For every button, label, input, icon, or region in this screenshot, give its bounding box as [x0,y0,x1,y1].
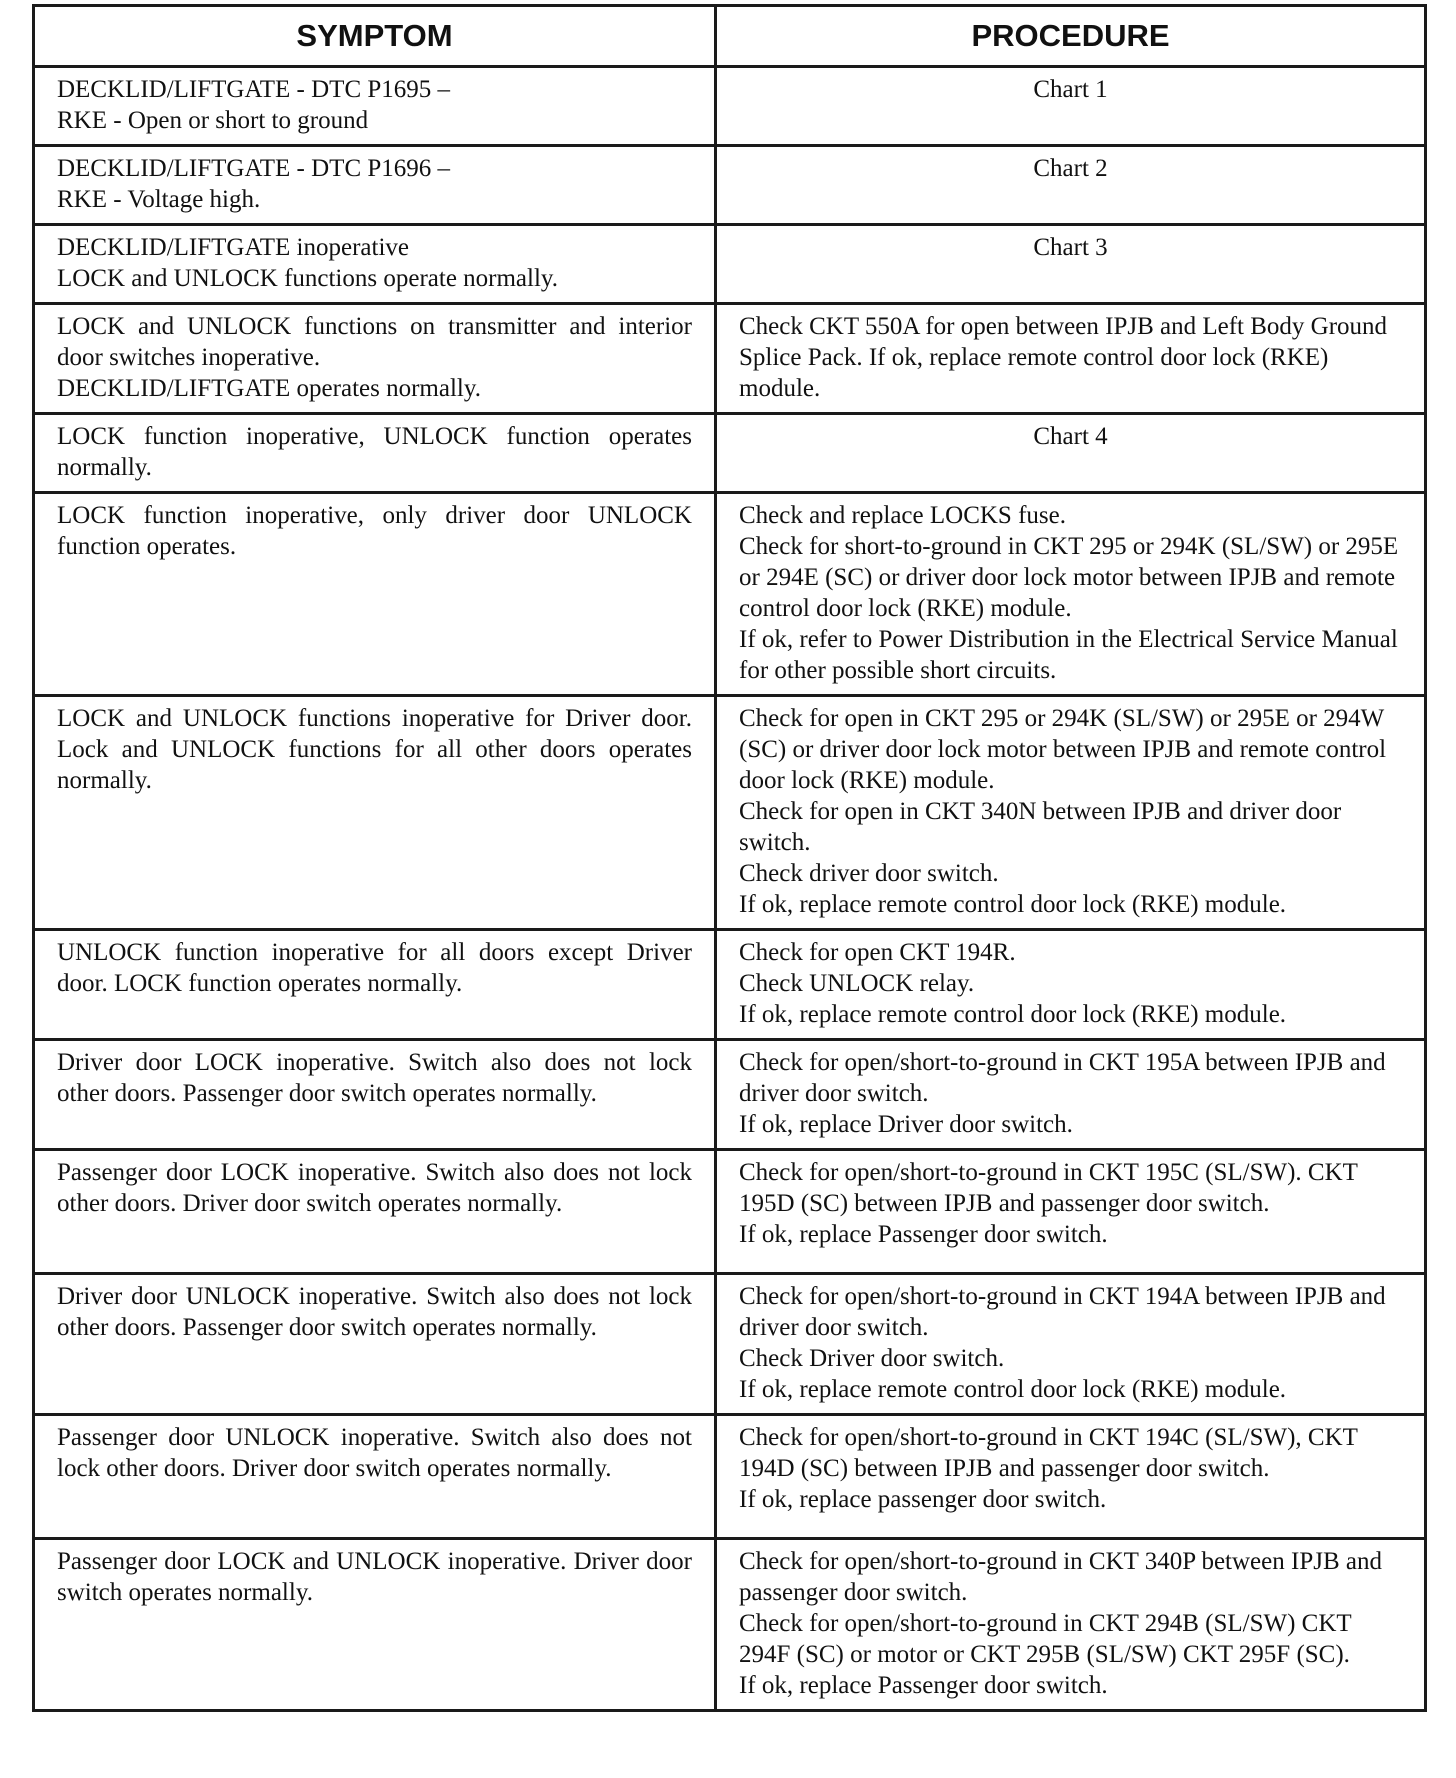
procedure-cell [716,1415,1426,1539]
procedure-step: Check for open in CKT 295 or 294K (SL/SW) or 295E or 294W (SC) or driver door lock motor between IPJB and remote control door lock (RKE) module. [739,705,1387,794]
procedure-cell [716,304,1426,414]
symptom-line: LOCK function inoperative, UNLOCK function operates normally. [57,423,692,481]
symptom-line: LOCK and UNLOCK functions operate normally. [57,265,559,292]
procedure-step: Check for open/short-to-ground in CKT 294B (SL/SW) CKT 294F (SC) or motor or CKT 295B (SL/SW) CKT 295F (SC). [739,1610,1352,1668]
procedure-step: Check for open/short-to-ground in CKT 195C (SL/SW). CKT 195D (SC) between IPJB and passenger door switch. [739,1159,1358,1217]
table-row [34,1274,1426,1415]
procedure-cell [716,414,1426,493]
procedure-header: PROCEDURE [716,6,1426,67]
symptom-cell [34,304,716,414]
procedure-step: Check CKT 550A for open between IPJB and Left Body Ground Splice Pack. If ok, replace remote control door lock (RKE) module. [739,313,1388,402]
symptom-cell [34,696,716,930]
symptom-line: RKE - Voltage high. [57,186,261,213]
table-row [34,225,1426,304]
symptom-line: Passenger door LOCK inoperative. Switch also does not lock other doors. Driver door switch operates normally. [57,1159,692,1217]
table-body [34,67,1426,1711]
table-row [34,1539,1426,1711]
symptom-line: LOCK and UNLOCK functions on transmitter and interior door switches inoperative. [57,313,692,371]
table-row [34,930,1426,1040]
symptom-line: DECKLID/LIFTGATE operates normally. [57,375,481,402]
procedure-step: Check and replace LOCKS fuse. [739,502,1066,529]
procedure-step: Check for open/short-to-ground in CKT 340P between IPJB and passenger door switch. [739,1548,1382,1606]
procedure-step: If ok, replace Passenger door switch. [739,1672,1108,1699]
procedure-step: Check for open/short-to-ground in CKT 194A between IPJB and driver door switch. [739,1283,1386,1341]
procedure-step: Check Driver door switch. [739,1345,1005,1372]
symptom-line: Driver door LOCK inoperative. Switch also does not lock other doors. Passenger door switch operates normally. [57,1049,692,1107]
table-row [34,1415,1426,1539]
header-row [34,6,1426,67]
procedure-step: Check for open/short-to-ground in CKT 195A between IPJB and driver door switch. [739,1049,1386,1107]
symptom-line: Passenger door LOCK and UNLOCK inoperative. Driver door switch operates normally. [57,1548,692,1606]
procedure-cell [716,493,1426,696]
symptom-line: LOCK function inoperative, only driver door UNLOCK function operates. [57,502,692,560]
procedure-cell [716,1040,1426,1150]
symptom-line: LOCK and UNLOCK functions inoperative for Driver door. Lock and UNLOCK functions for all other doors operates normally. [57,705,692,794]
table-row [34,414,1426,493]
symptom-line: UNLOCK function inoperative for all doors except Driver door. LOCK function operates normally. [57,939,692,997]
symptom-cell [34,930,716,1040]
symptom-cell [34,67,716,146]
procedure-cell [716,67,1426,146]
table-row [34,304,1426,414]
procedure-step: If ok, replace remote control door lock (RKE) module. [739,891,1287,918]
procedure-step: Check for short-to-ground in CKT 295 or 294K (SL/SW) or 295E or 294E (SC) or driver door lock motor between IPJB and remote control door lock (RKE) module. [739,533,1399,622]
symptom-cell [34,1539,716,1711]
procedure-cell [716,225,1426,304]
procedure-step: If ok, replace passenger door switch. [739,1486,1107,1513]
procedure-step: If ok, replace remote control door lock (RKE) module. [739,1001,1287,1028]
symptom-cell [34,1040,716,1150]
procedure-step: If ok, replace Driver door switch. [739,1111,1073,1138]
table-row [34,493,1426,696]
procedure-cell [716,1539,1426,1711]
procedure-step: Check for open/short-to-ground in CKT 194C (SL/SW), CKT 194D (SC) between IPJB and passenger door switch. [739,1424,1358,1482]
table-row [34,146,1426,225]
procedure-cell [716,1150,1426,1274]
chart-reference: Chart 2 [1033,155,1108,182]
table-row [34,696,1426,930]
procedure-step: Check UNLOCK relay. [739,970,975,997]
symptom-line: Driver door UNLOCK inoperative. Switch also does not lock other doors. Passenger door switch operates normally. [57,1283,692,1341]
table-row [34,67,1426,146]
procedure-cell [716,930,1426,1040]
procedure-step: If ok, replace Passenger door switch. [739,1221,1108,1248]
table-row [34,1040,1426,1150]
procedure-step: If ok, replace remote control door lock (RKE) module. [739,1376,1287,1403]
symptom-cell [34,225,716,304]
chart-reference: Chart 4 [1033,423,1108,450]
procedure-step: Check for open in CKT 340N between IPJB and driver door switch. [739,798,1342,856]
procedure-step: If ok, refer to Power Distribution in the Electrical Service Manual for other possible short circuits. [739,626,1398,684]
symptom-line: DECKLID/LIFTGATE - DTC P1695 – [57,76,451,103]
symptom-cell [34,1150,716,1274]
chart-reference: Chart 3 [1033,234,1108,261]
symptom-line: Passenger door UNLOCK inoperative. Switch also does not lock other doors. Driver door switch operates normally. [57,1424,692,1482]
procedure-cell [716,696,1426,930]
procedure-step: Check driver door switch. [739,860,999,887]
symptom-cell [34,493,716,696]
procedure-step: Check for open CKT 194R. [739,939,1016,966]
symptom-cell [34,414,716,493]
procedure-cell [716,1274,1426,1415]
symptom-cell [34,146,716,225]
symptom-line: DECKLID/LIFTGATE - DTC P1696 – [57,155,451,182]
symptom-header: SYMPTOM [34,6,716,67]
symptom-cell [34,1415,716,1539]
procedure-cell [716,146,1426,225]
diagnosis-table [32,4,1427,1712]
symptom-line: DECKLID/LIFTGATE inoperative [57,234,410,261]
chart-reference: Chart 1 [1033,76,1108,103]
symptom-cell [34,1274,716,1415]
table-row [34,1150,1426,1274]
symptom-line: RKE - Open or short to ground [57,107,369,134]
